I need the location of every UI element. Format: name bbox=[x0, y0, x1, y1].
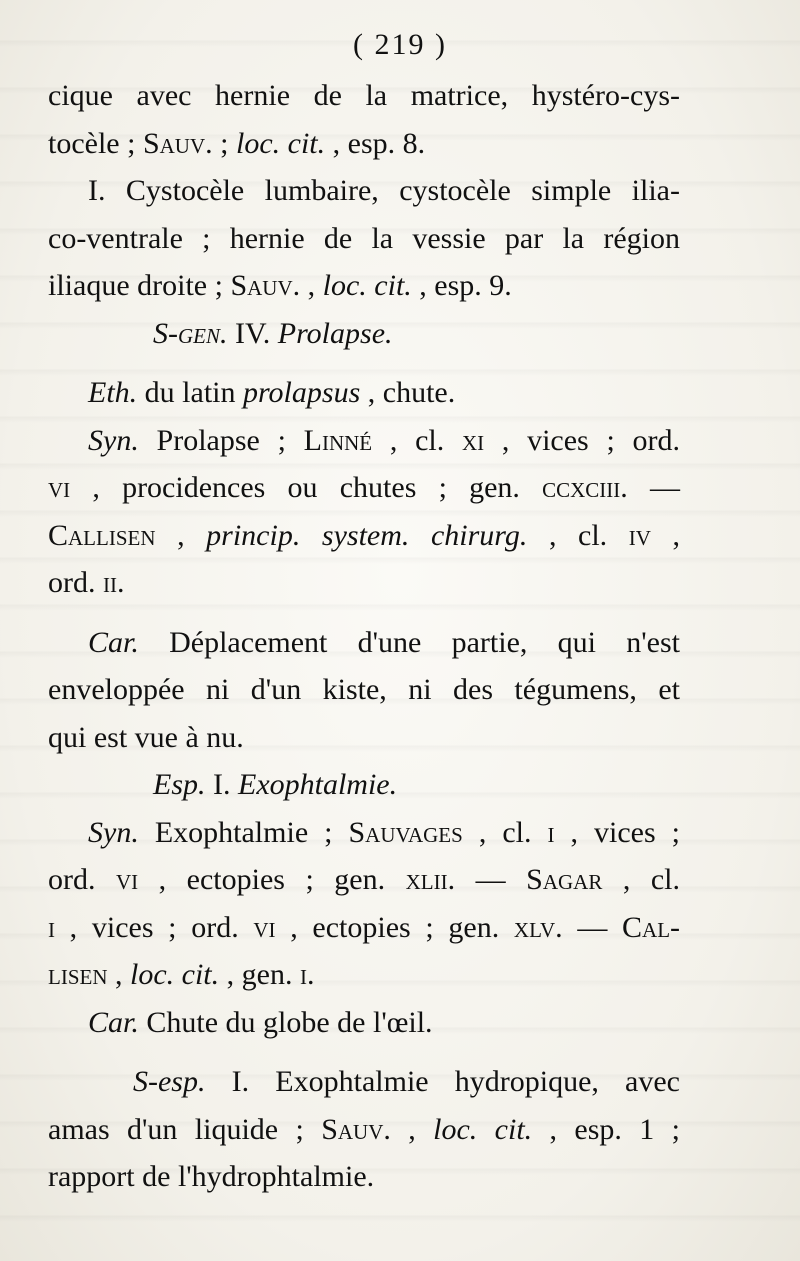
text-line bbox=[48, 856, 680, 904]
text-line bbox=[48, 951, 680, 999]
line-text: ; bbox=[654, 1112, 680, 1146]
line-text: Déplacement d'une partie, qui n'est bbox=[138, 625, 680, 659]
line-text: co-ventrale ; hernie de la vessie par la région bbox=[48, 221, 680, 255]
author-abbrev: Sauv. bbox=[230, 269, 301, 302]
line-text: ; bbox=[212, 126, 236, 160]
text-line bbox=[48, 120, 680, 168]
spacer bbox=[48, 607, 680, 619]
line-text: ord. bbox=[48, 863, 116, 896]
line-text: , vices ; ord. bbox=[55, 910, 254, 944]
line-text: I. Cystocèle lumbaire, cystocèle simple ilia- bbox=[88, 174, 680, 207]
line-text: enveloppée ni d'un kiste, ni des tégumens, et bbox=[48, 673, 680, 706]
line-text: , vices ; bbox=[554, 815, 681, 849]
line-text: , cl. bbox=[462, 815, 548, 849]
text-line bbox=[48, 369, 680, 417]
text-line bbox=[48, 666, 680, 714]
line-text: Chute du globe de l'œil. bbox=[138, 1005, 433, 1039]
text-line bbox=[48, 559, 680, 607]
line-text: , procidences ou chutes ; gen. bbox=[70, 471, 543, 504]
entry-label: Syn. bbox=[88, 423, 139, 457]
line-text: , bbox=[155, 518, 207, 552]
line-text: 1 bbox=[639, 1112, 655, 1146]
author-name: lisen bbox=[48, 958, 108, 991]
line-text: cique avec hernie de la matrice, hystéro-cys- bbox=[48, 79, 680, 112]
heading-label: Esp. bbox=[153, 768, 206, 801]
text-line bbox=[48, 1106, 680, 1154]
text-line bbox=[48, 262, 680, 310]
entry-label: S-esp. bbox=[133, 1065, 206, 1098]
citation: loc. cit. bbox=[322, 269, 412, 302]
roman-numeral: xlv bbox=[513, 910, 556, 944]
roman-numeral: ccxciii bbox=[542, 471, 621, 504]
line-text: , ectopies ; gen. bbox=[138, 863, 406, 896]
line-text: Exophtalmie ; bbox=[138, 815, 349, 849]
entry-label: Car. bbox=[88, 625, 139, 659]
citation: princip. system. chirurg. bbox=[206, 518, 528, 552]
heading-number: IV. bbox=[227, 316, 278, 350]
line-text: , bbox=[390, 1112, 434, 1146]
text-line bbox=[48, 1058, 680, 1106]
spacer bbox=[48, 1046, 680, 1058]
line-text: , esp. 8. bbox=[325, 126, 426, 160]
line-text: I. Exophtalmie hydropique, avec bbox=[205, 1065, 680, 1098]
line-text: tocèle ; bbox=[48, 126, 143, 160]
line-text: amas d'un liquide ; bbox=[48, 1112, 322, 1146]
spacer bbox=[48, 357, 680, 369]
latin-term: prolapsus bbox=[243, 376, 361, 409]
line-text: , esp. 9. bbox=[411, 269, 512, 302]
roman-numeral: i bbox=[48, 910, 55, 944]
author-abbrev: Sauv. bbox=[321, 1112, 391, 1146]
entry-label: Syn. bbox=[88, 815, 139, 849]
line-text: , ectopies ; gen. bbox=[275, 910, 514, 944]
line-text: , vices ; ord. bbox=[484, 423, 681, 457]
line-text: Prolapse ; bbox=[138, 423, 304, 457]
line-text: du latin bbox=[137, 376, 243, 409]
roman-numeral: xlii bbox=[405, 863, 448, 896]
line-text: , cl. bbox=[602, 863, 681, 896]
roman-numeral: iv bbox=[628, 518, 651, 552]
text-line bbox=[48, 512, 680, 560]
text-line bbox=[48, 809, 680, 857]
citation: loc. cit. bbox=[235, 126, 326, 160]
line-text: . bbox=[306, 958, 315, 991]
text-line bbox=[48, 1153, 680, 1201]
line-text: rapport de l'hydrophtalmie. bbox=[48, 1160, 375, 1193]
entry-label: Eth. bbox=[88, 376, 138, 409]
heading-number: I. bbox=[205, 768, 238, 801]
line-text: , bbox=[650, 518, 681, 552]
line-text: . — bbox=[620, 471, 680, 504]
author-name: Sauvages bbox=[348, 815, 463, 849]
text-line bbox=[48, 619, 680, 667]
line-text: , bbox=[300, 269, 323, 302]
text-line bbox=[48, 999, 680, 1047]
author-name: Callisen bbox=[48, 518, 156, 552]
line-text: , cl. bbox=[372, 423, 462, 457]
section-heading bbox=[48, 761, 680, 809]
roman-numeral: xi bbox=[461, 423, 485, 457]
line-text: , gen. bbox=[219, 958, 300, 991]
author-name: Sagar bbox=[526, 863, 603, 896]
text-line bbox=[48, 215, 680, 263]
section-heading bbox=[48, 310, 680, 358]
text-line bbox=[48, 417, 680, 465]
line-text: iliaque droite ; bbox=[48, 269, 231, 302]
heading-label: S-gen. bbox=[153, 316, 228, 350]
line-text: qui est vue à nu. bbox=[48, 720, 244, 754]
text-line bbox=[48, 714, 680, 762]
text-line bbox=[48, 167, 680, 215]
citation: loc. cit. bbox=[130, 958, 220, 991]
entry-label: Car. bbox=[88, 1005, 139, 1039]
heading-title: Prolapse. bbox=[277, 316, 393, 350]
roman-numeral: i bbox=[547, 815, 555, 849]
line-text: , chute. bbox=[360, 376, 456, 409]
roman-numeral: vi bbox=[48, 471, 71, 504]
roman-numeral: vi bbox=[253, 910, 276, 944]
text-line bbox=[48, 72, 680, 120]
page-number: ( 219 ) bbox=[353, 28, 447, 61]
line-text: , esp. bbox=[532, 1112, 640, 1146]
line-text: ord. bbox=[48, 566, 103, 599]
text-line bbox=[48, 904, 680, 952]
heading-title: Exophtalmie. bbox=[238, 768, 398, 801]
text-line bbox=[48, 464, 680, 512]
author-abbrev: Sauv. bbox=[142, 126, 213, 160]
roman-numeral: i bbox=[299, 958, 307, 991]
roman-numeral: ii bbox=[103, 566, 117, 599]
citation: loc. cit. bbox=[433, 1112, 533, 1146]
line-text: . bbox=[117, 566, 125, 599]
author-name: Cal- bbox=[622, 910, 681, 944]
author-name: Linné bbox=[303, 423, 373, 457]
line-text: , bbox=[107, 958, 130, 991]
line-text: . — bbox=[447, 863, 527, 896]
line-text: . — bbox=[555, 910, 623, 944]
page-body bbox=[48, 72, 680, 1201]
roman-numeral: vi bbox=[116, 863, 139, 896]
line-text: , cl. bbox=[527, 518, 629, 552]
